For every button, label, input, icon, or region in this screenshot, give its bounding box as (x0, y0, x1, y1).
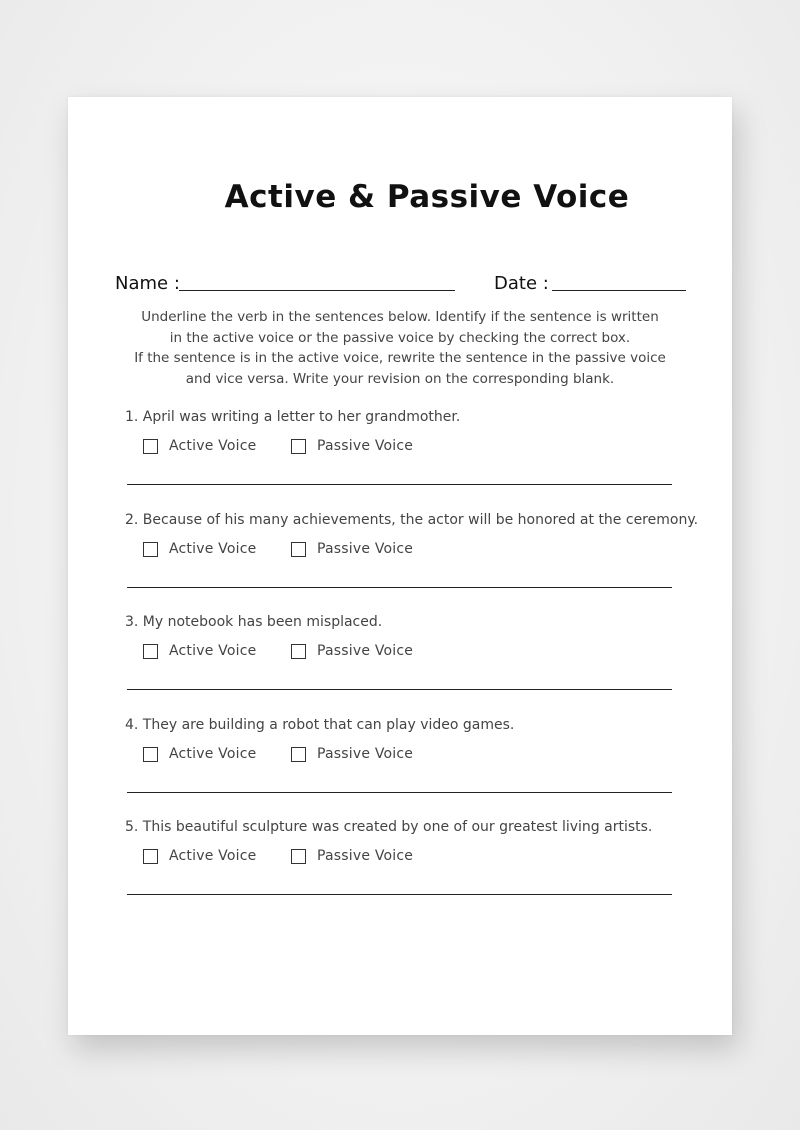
answer-line[interactable] (127, 484, 672, 485)
question-text: 4. They are building a robot that can play video games. (125, 717, 515, 733)
question-5 (125, 819, 725, 921)
passive-voice-option[interactable] (291, 541, 413, 557)
passive-voice-checkbox[interactable] (291, 747, 306, 762)
passive-voice-label: Passive Voice (317, 746, 414, 762)
instructions-line: in the active voice or the passive voice by checking the correct box. (169, 329, 631, 346)
question-3 (125, 614, 725, 716)
passive-voice-label: Passive Voice (317, 541, 414, 557)
active-voice-option[interactable] (143, 848, 256, 864)
active-voice-checkbox[interactable] (143, 747, 158, 762)
question-1 (125, 409, 725, 511)
active-voice-checkbox[interactable] (143, 542, 158, 557)
passive-voice-checkbox[interactable] (291, 542, 306, 557)
question-4 (125, 717, 725, 819)
question-text: 2. Because of his many achievements, the actor will be honored at the ceremony. (125, 512, 699, 528)
instructions-line: If the sentence is in the active voice, rewrite the sentence in the passive voice (134, 350, 666, 367)
passive-voice-checkbox[interactable] (291, 439, 306, 454)
active-voice-option[interactable] (143, 438, 256, 454)
date-field[interactable] (552, 290, 686, 291)
active-voice-label: Active Voice (169, 541, 257, 557)
question-text: 5. This beautiful sculpture was created by one of our greatest living artists. (125, 819, 653, 835)
active-voice-option[interactable] (143, 746, 256, 762)
passive-voice-label: Passive Voice (317, 643, 414, 659)
passive-voice-option[interactable] (291, 848, 413, 864)
answer-line[interactable] (127, 894, 672, 895)
name-label: Name : (115, 273, 180, 294)
question-text: 3. My notebook has been misplaced. (125, 614, 383, 630)
passive-voice-option[interactable] (291, 746, 413, 762)
passive-voice-option[interactable] (291, 643, 413, 659)
active-voice-option[interactable] (143, 541, 256, 557)
name-field[interactable] (179, 290, 455, 291)
active-voice-label: Active Voice (169, 848, 257, 864)
instructions-line: Underline the verb in the sentences below. Identify if the sentence is written (141, 309, 659, 325)
active-voice-label: Active Voice (169, 438, 257, 454)
active-voice-option[interactable] (143, 643, 256, 659)
answer-line[interactable] (127, 689, 672, 690)
instructions (108, 307, 692, 390)
active-voice-checkbox[interactable] (143, 849, 158, 864)
passive-voice-checkbox[interactable] (291, 644, 306, 659)
active-voice-checkbox[interactable] (143, 644, 158, 659)
worksheet-page (68, 97, 732, 1035)
passive-voice-label: Passive Voice (317, 438, 414, 454)
instructions-line: and vice versa. Write your revision on the corresponding blank. (185, 371, 615, 388)
answer-line[interactable] (127, 792, 672, 793)
passive-voice-option[interactable] (291, 438, 413, 454)
worksheet-title: Active & Passive Voice (224, 179, 630, 215)
active-voice-label: Active Voice (169, 746, 257, 762)
passive-voice-checkbox[interactable] (291, 849, 306, 864)
answer-line[interactable] (127, 587, 672, 588)
active-voice-label: Active Voice (169, 643, 257, 659)
date-label: Date : (494, 273, 549, 294)
active-voice-checkbox[interactable] (143, 439, 158, 454)
question-text: 1. April was writing a letter to her grandmother. (125, 409, 461, 425)
passive-voice-label: Passive Voice (317, 848, 414, 864)
question-2 (125, 512, 725, 614)
